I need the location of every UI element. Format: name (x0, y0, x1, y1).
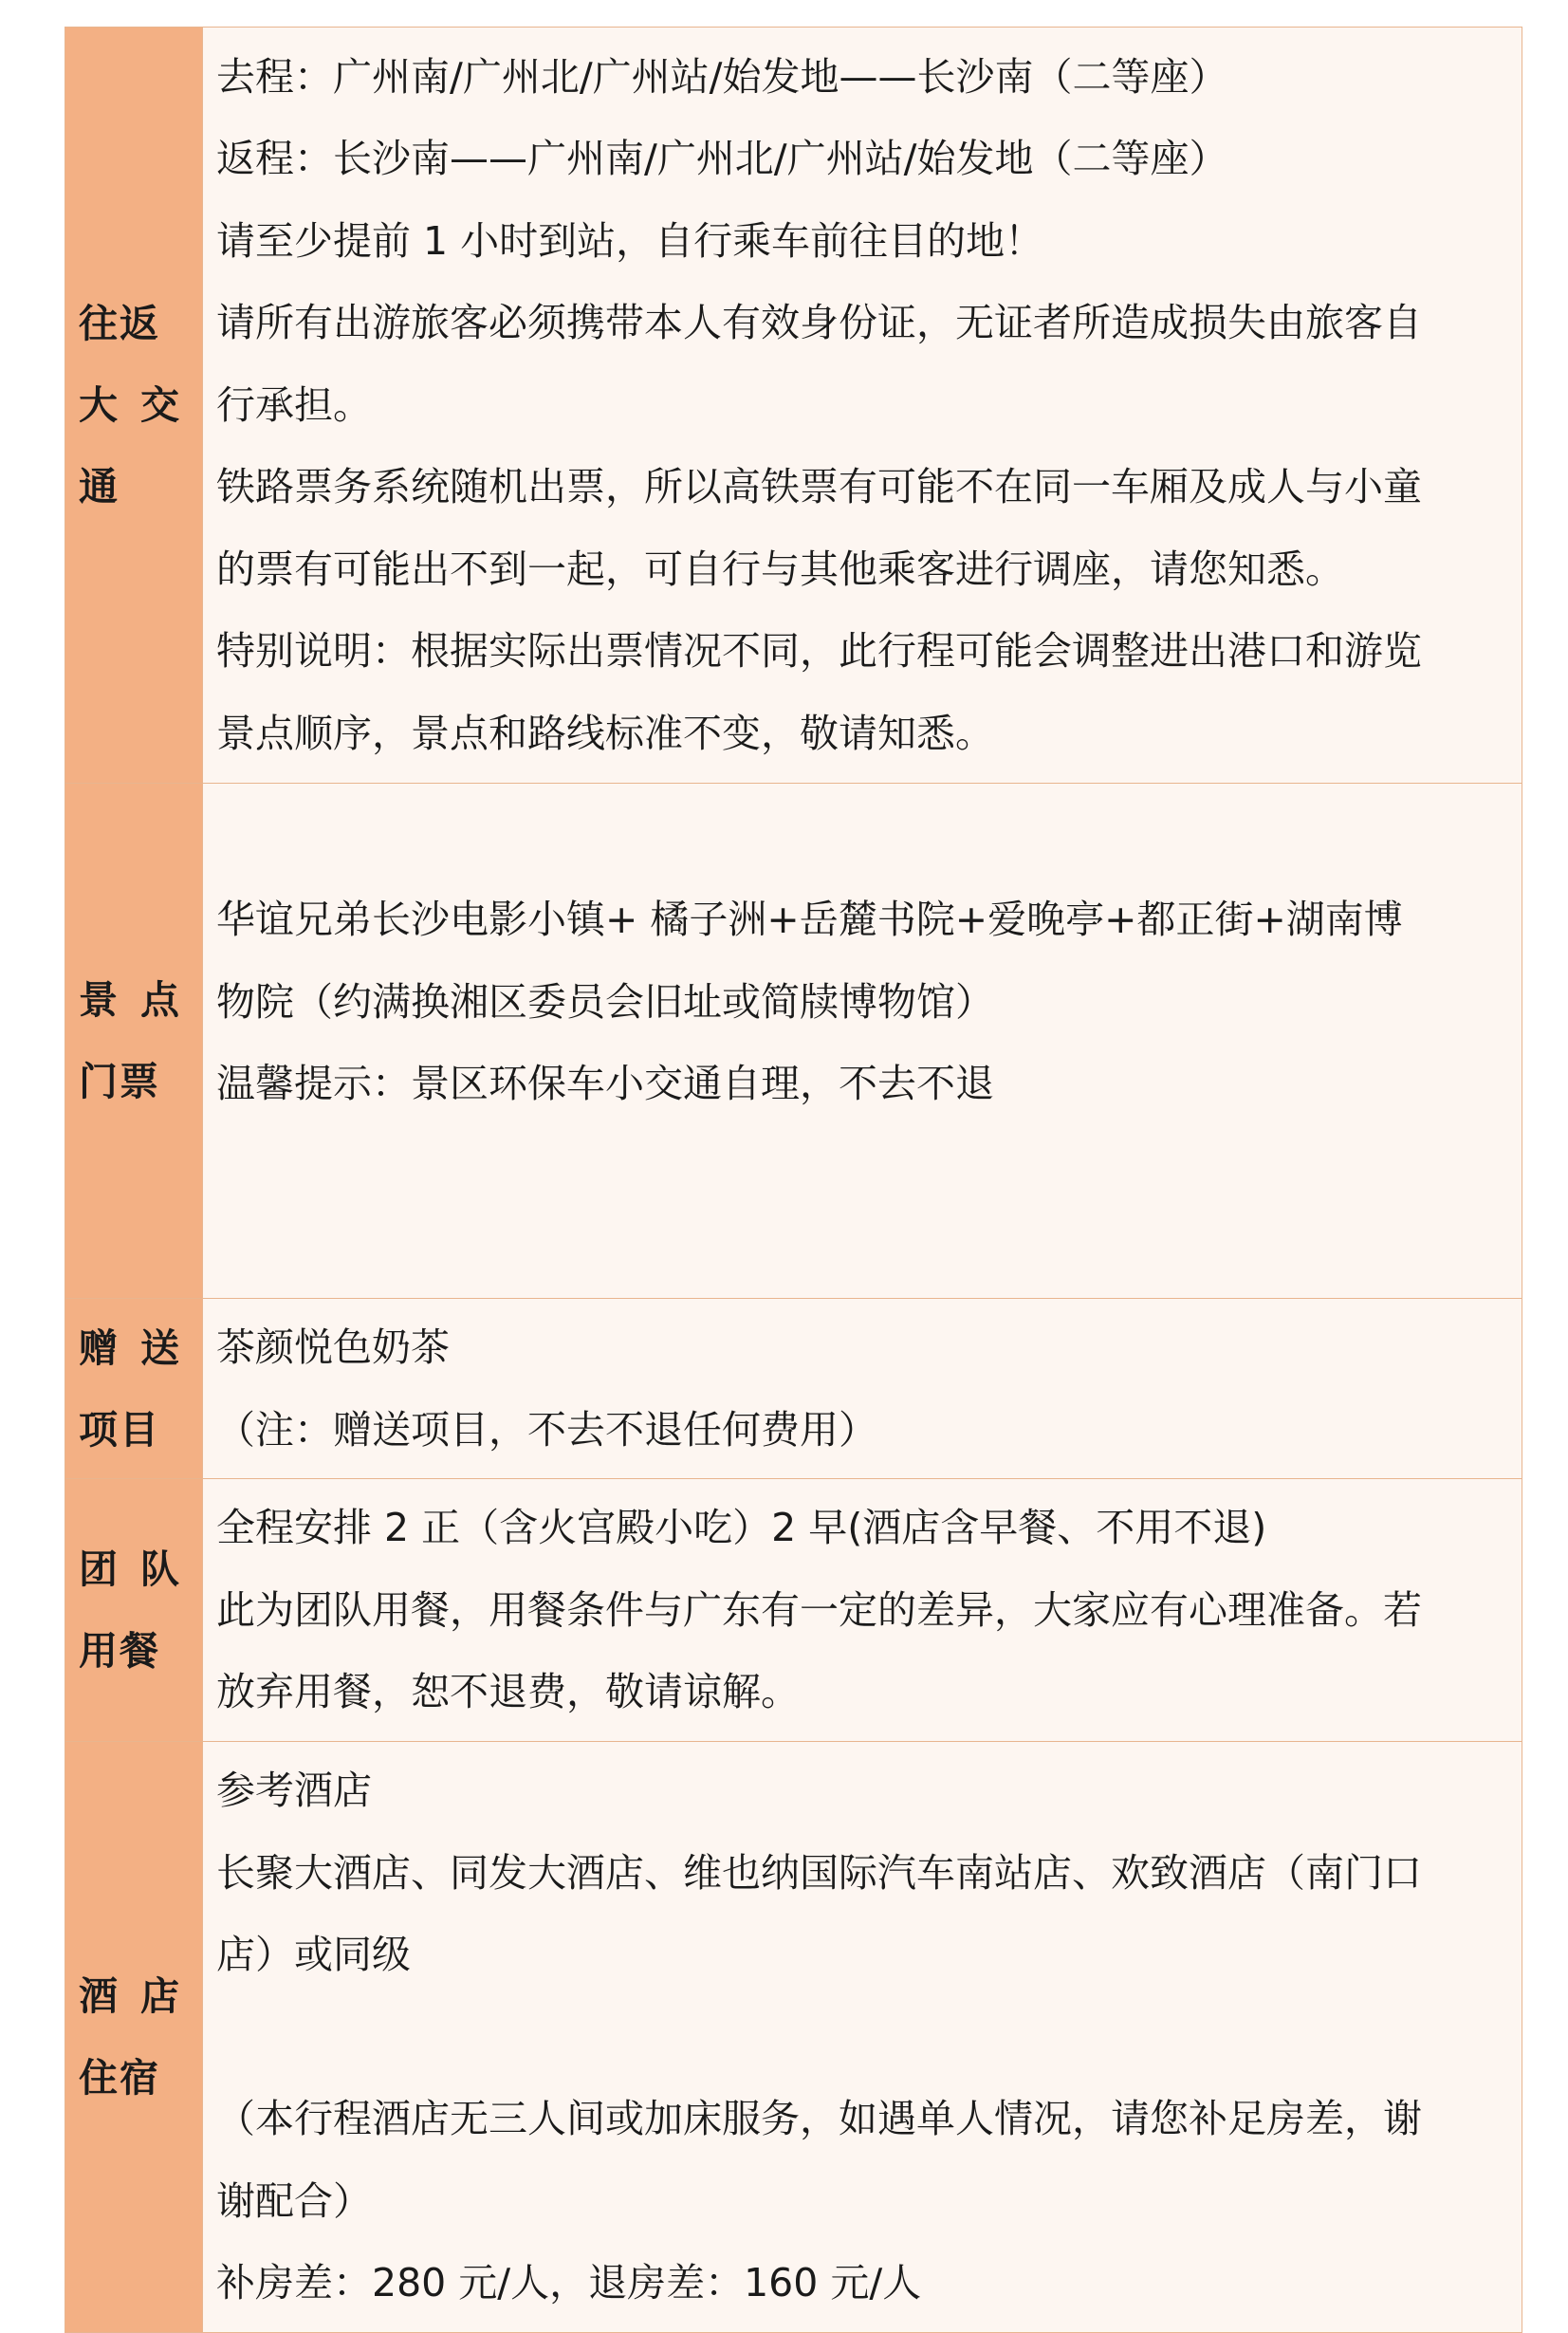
content-line: 物院（约满换湘区委员会旧址或简牍博物馆） (216, 978, 994, 1025)
label-line: 大交 (79, 382, 181, 428)
content-line: 去程：广州南/广州北/广州站/始发地——长沙南（二等座） (216, 53, 1228, 100)
label-line: 用餐 (79, 1628, 160, 1674)
content-line: 特别说明：根据实际出票情况不同，此行程可能会调整进出港口和游览 (216, 628, 1422, 675)
row-label-meals (65, 1479, 203, 1742)
content-line: 请至少提前 1 小时到站，自行乘车前往目的地！ (216, 217, 1044, 264)
label-line: 门票 (79, 1059, 160, 1104)
content-line: 铁路票务系统随机出票，所以高铁票有可能不在同一车厢及成人与小童 (216, 464, 1422, 510)
content-line: 行承担。 (216, 381, 372, 428)
row-content-hotel (203, 1742, 1522, 2333)
table-row-meals (65, 1479, 1522, 1742)
table-row-hotel (65, 1742, 1522, 2333)
content-line: 店）或同级 (216, 1932, 411, 1977)
content-line: 茶颜悦色奶茶 (216, 1324, 450, 1370)
label-line: 项目 (79, 1406, 160, 1453)
label-line: 住宿 (79, 2054, 160, 2101)
label-line: 酒店 (79, 1972, 181, 2019)
row-label-hotel (65, 1742, 203, 2333)
content-line: 华谊兄弟长沙电影小镇+ 橘子洲+岳麓书院+爱晚亭+都正街+湖南博 (216, 897, 1403, 942)
content-line: 长聚大酒店、同发大酒店、维也纳国际汽车南站店、欢致酒店（南门口 (216, 1849, 1422, 1896)
content-line: （本行程酒店无三人间或加床服务，如遇单人情况，请您补足房差，谢 (216, 2096, 1422, 2141)
label-line: 赠送 (79, 1324, 181, 1371)
content-line: 请所有出游旅客必须携带本人有效身份证，无证者所造成损失由旅客自 (216, 300, 1422, 346)
content-line: 此为团队用餐，用餐条件与广东有一定的差异，大家应有心理准备。若 (216, 1586, 1422, 1633)
content-line: 放弃用餐，恕不退费，敬请谅解。 (216, 1669, 800, 1715)
label-line: 通 (79, 464, 120, 509)
table-row-tickets (65, 784, 1522, 1299)
table-row-transport (65, 28, 1522, 784)
row-label-transport (65, 28, 203, 784)
table-row-gift (65, 1299, 1522, 1479)
content-line: 景点顺序，景点和路线标准不变，敬请知悉。 (216, 710, 994, 756)
content-line: 谢配合） (216, 2177, 372, 2224)
row-content-tickets (203, 784, 1522, 1299)
content-line: 返程：长沙南——广州南/广州北/广州站/始发地（二等座） (216, 136, 1228, 182)
row-content-gift (203, 1299, 1522, 1479)
content-line: 全程安排 2 正（含火宫殿小吃）2 早(酒店含早餐、不用不退) (216, 1505, 1267, 1551)
row-content-transport (203, 28, 1522, 784)
itinerary-table (65, 27, 1522, 2333)
content-line: 温馨提示：景区环保车小交通自理，不去不退 (216, 1061, 994, 1106)
row-content-meals (203, 1479, 1522, 1742)
label-line: 景点 (79, 977, 181, 1023)
blank-line (216, 1996, 1508, 2079)
content-line: 参考酒店 (216, 1768, 372, 1813)
label-line: 往返 (79, 301, 160, 346)
content-line: 的票有可能出不到一起，可自行与其他乘客进行调座，请您知悉。 (216, 546, 1344, 592)
label-line: 团队 (79, 1546, 181, 1592)
row-label-tickets (65, 784, 203, 1299)
content-line: 补房差：280 元/人，退房差：160 元/人 (216, 2260, 922, 2305)
row-label-gift (65, 1299, 203, 1479)
content-line: （注：赠送项目，不去不退任何费用） (216, 1406, 877, 1453)
